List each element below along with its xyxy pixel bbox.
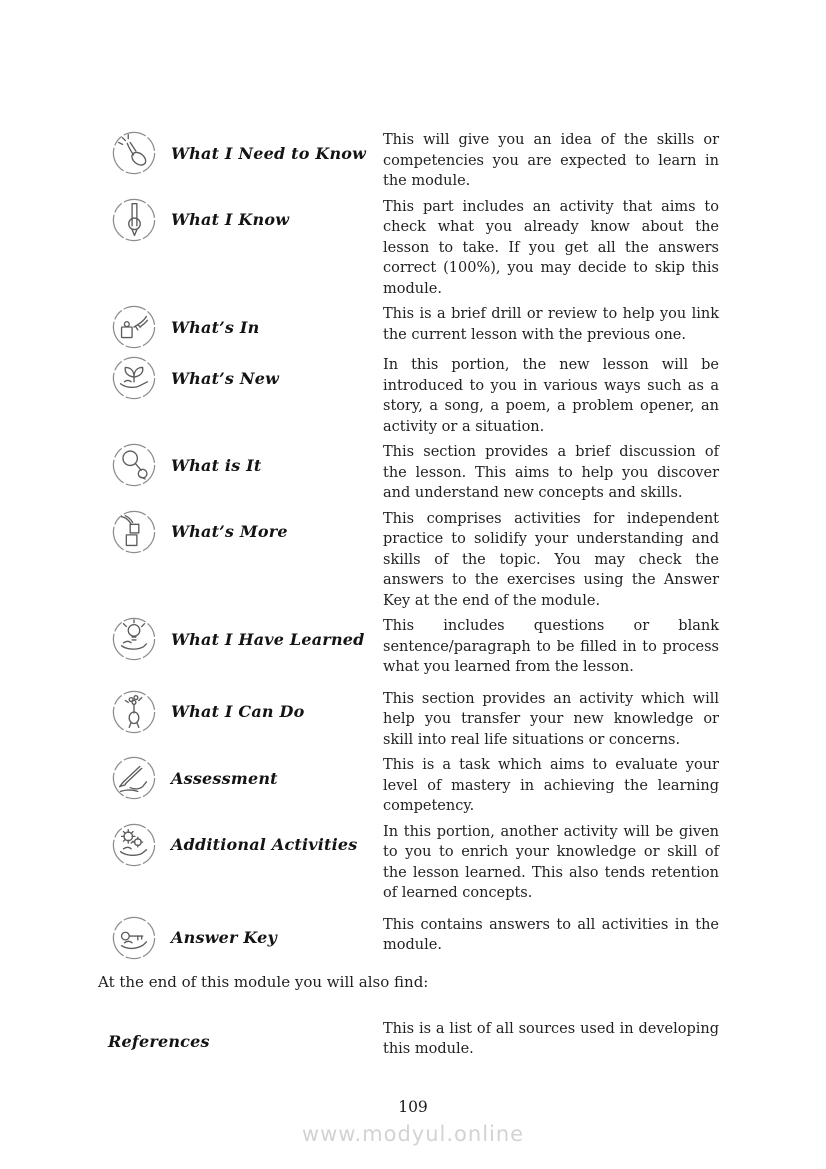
section-label: What is It [171, 455, 262, 475]
section-label: What’s New [171, 368, 280, 388]
section-label: What I Need to Know [171, 143, 367, 163]
magnifying-glass-icon [111, 442, 157, 488]
section-row-assessment [98, 755, 719, 817]
section-key [98, 442, 383, 488]
section-row-what-i-know [98, 197, 719, 300]
hand-with-puzzle-icon [111, 304, 157, 350]
section-row-answer-key [98, 915, 719, 961]
hand-holding-pencil-icon [111, 197, 157, 243]
references-key [98, 1019, 383, 1051]
section-label: What I Have Learned [171, 629, 365, 649]
section-description: This section provides a brief discussion of the lesson. This aims to help you discover and understand new concepts and skills. [383, 444, 719, 501]
section-description: This contains answers to all activities in the module. [383, 916, 719, 953]
section-key [98, 355, 383, 401]
section-key [98, 915, 383, 961]
references-label: References [108, 1031, 210, 1051]
section-label: What I Can Do [171, 702, 305, 721]
section-description: This comprises activities for independent practice to solidify your understanding and skills of the topic. You may check the answers to the exercises using the Answer Key at the end of the module. [383, 510, 719, 609]
section-key [98, 130, 383, 176]
section-row-whats-new [98, 355, 719, 437]
section-label: What’s In [171, 317, 260, 337]
section-description: In this portion, the new lesson will be introduced to you in various ways such as a story, a song, a poem, a problem opener, an activity or a situation. [383, 357, 719, 435]
section-row-what-is-it [98, 442, 719, 504]
references-description: This is a list of all sources used in developing this module. [383, 1020, 719, 1057]
page-number: 109 [398, 1098, 428, 1116]
pointing-hand-icon [111, 130, 157, 176]
section-label: What’s More [171, 522, 288, 541]
section-description: This part includes an activity that aims to check what you already know about the lesson to take. If you get all the answers correct (100%), you may decide to skip this module. [383, 198, 719, 297]
section-row-additional-activities [98, 822, 719, 904]
section-row-whats-more [98, 509, 719, 612]
section-description: In this portion, another activity will be given to you to enrich your knowledge or skill of the lesson learned. This also tends retention of learned concepts. [383, 823, 719, 901]
references-row [98, 1019, 719, 1060]
section-key [98, 822, 383, 868]
section-description: This is a brief drill or review to help you link the current lesson with the previous one. [383, 306, 719, 343]
section-description: This section provides an activity which will help you transfer your new knowledge or skill into real life situations or concerns. [383, 690, 719, 748]
hand-with-key-icon [111, 915, 157, 961]
section-description: This is a task which aims to evaluate your level of mastery in achieving the learning competency. [383, 757, 719, 814]
section-key [98, 616, 383, 662]
hand-with-lightbulb-icon [111, 616, 157, 662]
section-key [98, 689, 383, 735]
section-label: Additional Activities [171, 835, 358, 854]
watermark-text: www.modyul.online [301, 1122, 525, 1146]
section-description: This includes questions or blank sentence/paragraph to be filled in to process what you learned from the lesson. [383, 618, 719, 675]
section-key [98, 304, 383, 350]
hand-writing-pen-icon [111, 755, 157, 801]
section-description: This will give you an idea of the skills or competencies you are expected to learn in the module. [383, 132, 719, 189]
section-row-whats-in [98, 304, 719, 350]
hand-raising-flower-icon [111, 689, 157, 735]
end-of-module-note: At the end of this module you will also find: [98, 972, 429, 991]
hand-with-sprout-icon [111, 355, 157, 401]
section-key [98, 755, 383, 801]
section-key [98, 509, 383, 555]
section-row-what-i-need-to-know [98, 130, 719, 192]
section-label: Answer Key [171, 928, 278, 947]
section-label: Assessment [171, 768, 278, 788]
hand-stacking-blocks-icon [111, 509, 157, 555]
section-row-what-i-can-do [98, 689, 719, 751]
section-key [98, 197, 383, 243]
hand-with-gears-icon [111, 822, 157, 868]
section-label: What I Know [171, 210, 290, 229]
section-row-what-i-have-learned [98, 616, 719, 678]
